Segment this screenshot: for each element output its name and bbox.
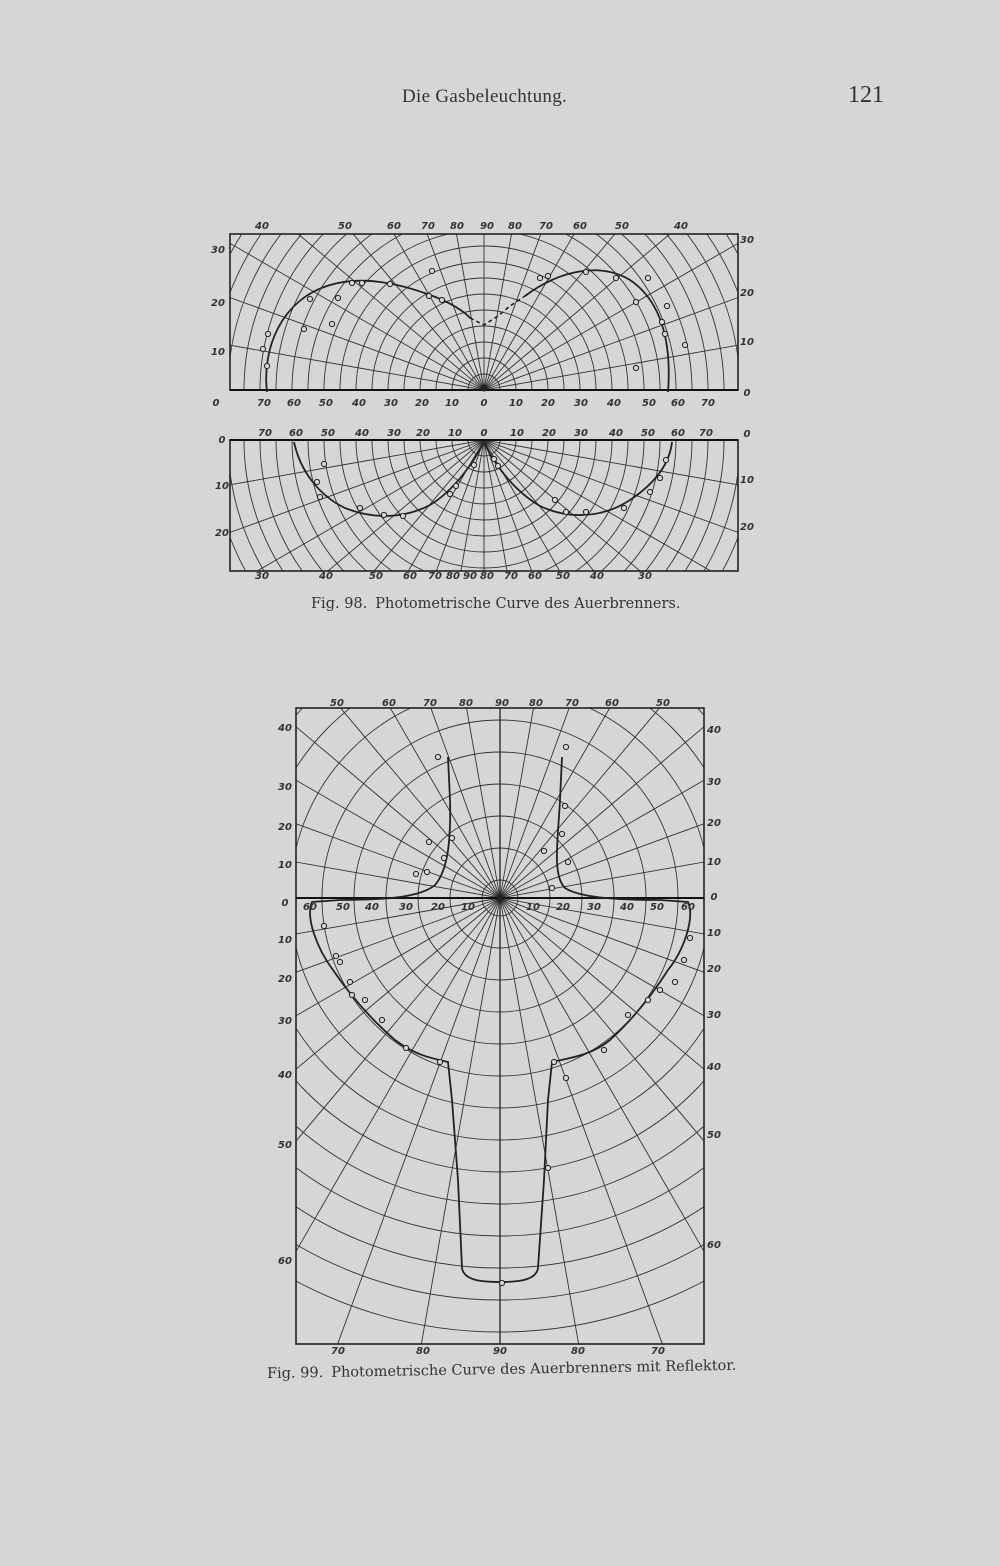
fig99-left-tick: 20	[278, 822, 292, 833]
fig99-right-tick: 20	[707, 964, 721, 975]
fig99-point	[424, 869, 429, 874]
fig98-upper-bottom-label: 10	[445, 398, 459, 409]
fig98-lower-top-label: 40	[355, 428, 369, 439]
fig99-point	[403, 1045, 408, 1050]
fig99-top-label: 70	[565, 698, 579, 709]
fig98-lower-top-label: 70	[258, 428, 272, 439]
fig98-lower-bottom-label: 50	[556, 571, 570, 582]
fig99-point	[362, 997, 367, 1002]
fig99-ray	[0, 209, 500, 898]
fig98-lower-top-label: 50	[321, 428, 335, 439]
fig99-ray	[0, 898, 500, 1054]
fig99-horizontal-label: 50	[650, 902, 664, 913]
fig99-ray	[500, 319, 1000, 898]
fig98-lower-bottom-label: 30	[638, 571, 652, 582]
fig98-lower-top-label: 10	[510, 428, 524, 439]
fig98-upper-bottom-label: 50	[319, 398, 333, 409]
fig99-point	[687, 935, 692, 940]
fig98-lower-left-tick: 10	[215, 481, 229, 492]
fig98-upper-bottom-label: 40	[607, 398, 621, 409]
fig99-ray	[500, 742, 1000, 898]
fig99-ray	[344, 12, 500, 898]
fig98-upper-top-label: 80	[450, 221, 464, 232]
figure-98-caption-text: Photometrische Curve des Auerbrenners.	[375, 596, 681, 612]
fig98-upper-left-tick: 20	[211, 298, 225, 309]
fig98-lower-bottom-label: 40	[590, 571, 604, 582]
fig99-ray	[500, 119, 950, 898]
fig99-ray	[500, 898, 1000, 1348]
fig99-left-tick: 50	[278, 1140, 292, 1151]
fig99-horizontal-label: 50	[336, 902, 350, 913]
fig99-ray	[0, 742, 500, 898]
fig98-lower-top-label: 20	[416, 428, 430, 439]
fig98-lower-left-tick: 0	[218, 435, 226, 446]
fig98-lower-left-tick: 20	[215, 528, 229, 539]
fig99-bottom-label: 90	[493, 1346, 507, 1357]
fig98-lower-top-label: 50	[641, 428, 655, 439]
fig99-point	[563, 1075, 568, 1080]
fig99-point	[549, 885, 554, 890]
fig98-upper-bottom-label: 60	[671, 398, 685, 409]
fig98-upper-bottom-label: 60	[287, 398, 301, 409]
page-number: 121	[848, 82, 884, 108]
fig99-ray	[0, 898, 500, 1477]
fig99-horizontal-label: 30	[399, 902, 413, 913]
fig99-ray	[500, 209, 1000, 898]
fig98-lower-bottom-label: 80	[446, 571, 460, 582]
fig99-point	[559, 831, 564, 836]
fig99-point	[349, 992, 354, 997]
fig99-point	[333, 953, 338, 958]
fig99-right-tick: 40	[707, 1062, 721, 1073]
fig99-ray	[0, 448, 500, 898]
fig98-upper-top-label: 50	[615, 221, 629, 232]
fig98-lower-bottom-label: 90	[463, 571, 477, 582]
fig99-ray	[500, 898, 1000, 1206]
fig99-ray	[50, 898, 500, 1566]
fig99-bottom-label: 70	[651, 1346, 665, 1357]
fig98-upper-bottom-label: 0	[480, 398, 488, 409]
fig98-lower-top-label: 0	[480, 428, 488, 439]
fig99-right-tick: 30	[707, 1010, 721, 1021]
fig99-horizontal-label: 10	[461, 902, 475, 913]
fig99-point	[499, 1280, 504, 1285]
fig98-lower-bottom-label: 70	[428, 571, 442, 582]
fig99-point	[672, 979, 677, 984]
fig98-upper-right-tick: 10	[740, 337, 754, 348]
fig98-upper-top-label: 80	[508, 221, 522, 232]
fig99-horizontal-label: 40	[620, 902, 634, 913]
fig98-upper-bottom-label: 40	[352, 398, 366, 409]
fig99-point	[441, 855, 446, 860]
fig98-lower-bottom-label: 60	[403, 571, 417, 582]
fig99-left-tick: 30	[278, 1016, 292, 1027]
fig99-left-tick: 20	[278, 974, 292, 985]
fig99-point	[563, 744, 568, 749]
fig98-lower-top-label: 20	[542, 428, 556, 439]
fig99-left-tick: 60	[278, 1256, 292, 1267]
fig98-lower-top-label: 60	[289, 428, 303, 439]
fig99-point	[645, 997, 650, 1002]
fig99-left-tick: 30	[278, 782, 292, 793]
fig99-point	[565, 859, 570, 864]
fig99-right-tick: 30	[707, 777, 721, 788]
fig99-top-label: 50	[656, 698, 670, 709]
fig98-lower-right-tick: 10	[740, 475, 754, 486]
fig98-upper-bottom-label: 20	[541, 398, 555, 409]
fig98-upper-right-tick: 30	[740, 235, 754, 246]
fig99-top-label: 50	[330, 698, 344, 709]
fig98-upper-right-tick: 0	[743, 388, 751, 399]
fig99-right-tick: 50	[707, 1130, 721, 1141]
fig99-ray	[0, 590, 500, 898]
fig99-point	[657, 987, 662, 992]
fig98-upper-top-label: 60	[573, 221, 587, 232]
fig99-left-tick: 10	[278, 935, 292, 946]
fig99-left-tick: 40	[278, 1070, 292, 1081]
fig98-lower-top-label: 30	[387, 428, 401, 439]
fig99-left-tick: 40	[278, 723, 292, 734]
fig99-horizontal-label: 20	[556, 902, 570, 913]
fig98-lower-right-tick: 0	[743, 429, 751, 440]
fig98-lower-right-tick: 20	[740, 522, 754, 533]
fig98-upper-top-label: 90	[480, 221, 494, 232]
fig99-right-tick: 0	[710, 892, 718, 903]
fig98-lower-top-label: 30	[574, 428, 588, 439]
fig99-right-tick: 60	[707, 1240, 721, 1251]
fig99-right-tick: 10	[707, 928, 721, 939]
fig98-upper-left-tick: 10	[211, 347, 225, 358]
fig99-ray	[500, 590, 1000, 898]
figure-99-label: Fig. 99.	[266, 1365, 324, 1382]
fig99-point	[437, 1059, 442, 1064]
fig98-lower-bottom-label: 70	[504, 571, 518, 582]
fig98-upper-left-tick: 0	[212, 398, 220, 409]
fig99-ray	[500, 12, 656, 898]
fig99-ray	[192, 898, 500, 1566]
fig98-upper-bottom-label: 70	[701, 398, 715, 409]
fig98-lower-top-label: 70	[699, 428, 713, 439]
fig99-point	[541, 848, 546, 853]
fig98-upper-top-label: 60	[387, 221, 401, 232]
fig99-ray	[500, 448, 1000, 898]
fig99-ray	[500, 898, 1000, 1054]
fig98-lower-bottom-label: 80	[480, 571, 494, 582]
fig98-lower-bottom-label: 30	[255, 571, 269, 582]
fig99-horizontal-label: 40	[365, 902, 379, 913]
fig99-ray	[50, 119, 500, 898]
fig99-point	[426, 839, 431, 844]
fig99-ray	[0, 898, 500, 1348]
fig99-top-label: 70	[423, 698, 437, 709]
fig99-top-label: 90	[495, 698, 509, 709]
fig99-right-tick: 10	[707, 857, 721, 868]
fig99-ray	[0, 898, 500, 1206]
fig98-lower-bottom-label: 60	[528, 571, 542, 582]
fig99-point	[347, 979, 352, 984]
fig99-ray	[0, 319, 500, 898]
fig99-horizontal-label: 60	[303, 902, 317, 913]
fig99-ray	[500, 898, 950, 1566]
fig99-top-label: 80	[459, 698, 473, 709]
fig99-point	[449, 835, 454, 840]
fig99-right-tick: 40	[707, 725, 721, 736]
fig98-upper-bottom-label: 50	[642, 398, 656, 409]
fig99-left-tick: 10	[278, 860, 292, 871]
fig98-upper-top-label: 50	[338, 221, 352, 232]
fig98-upper-left-tick: 30	[211, 245, 225, 256]
fig99-point	[413, 871, 418, 876]
fig98-upper-top-label: 70	[421, 221, 435, 232]
fig98-upper-top-label: 40	[255, 221, 269, 232]
fig99-point	[562, 803, 567, 808]
fig98-lower-top-label: 10	[448, 428, 462, 439]
fig98-lower-bottom-label: 40	[319, 571, 333, 582]
fig99-point	[435, 754, 440, 759]
fig98-lower-bottom-label: 50	[369, 571, 383, 582]
fig99-point	[545, 1165, 550, 1170]
fig99-top-label: 60	[382, 698, 396, 709]
fig99-bottom-label: 80	[416, 1346, 430, 1357]
fig99-right-tick: 20	[707, 818, 721, 829]
fig99-horizontal-label: 60	[681, 902, 695, 913]
fig98-upper-top-label: 70	[539, 221, 553, 232]
fig99-ray	[0, 898, 500, 1566]
fig99-origin	[497, 895, 504, 902]
fig98-lower-top-label: 40	[609, 428, 623, 439]
fig98-upper-bottom-label: 30	[574, 398, 588, 409]
fig99-horizontal-label: 20	[431, 902, 445, 913]
fig99-bottom-label: 80	[571, 1346, 585, 1357]
fig99-bottom-label: 70	[331, 1346, 345, 1357]
fig99-left-tick: 0	[281, 898, 289, 909]
fig98-lower-top-label: 60	[671, 428, 685, 439]
running-title: Die Gasbeleuchtung.	[402, 86, 568, 107]
fig99-horizontal-label: 30	[587, 902, 601, 913]
fig99-point	[625, 1012, 630, 1017]
fig98-upper-bottom-label: 20	[415, 398, 429, 409]
fig98-upper-right-tick: 20	[740, 288, 754, 299]
fig99-point	[379, 1017, 384, 1022]
fig99-ray	[500, 52, 808, 898]
fig99-ray	[500, 898, 808, 1566]
fig99-point	[681, 957, 686, 962]
figure-98-label: Fig. 98.	[311, 596, 368, 612]
fig99-ray	[500, 898, 656, 1566]
fig98-upper-bottom-label: 70	[257, 398, 271, 409]
fig98-upper-bottom-label: 30	[384, 398, 398, 409]
fig99-ray	[500, 898, 1000, 1566]
fig99-ray	[500, 898, 1000, 1477]
figure-99-caption-text: Photometrische Curve des Auerbrenners mit Reflektor.	[331, 1357, 737, 1381]
fig99-point	[601, 1047, 606, 1052]
fig99-point	[551, 1059, 556, 1064]
fig98-upper-bottom-label: 10	[509, 398, 523, 409]
fig98-upper-top-label: 40	[674, 221, 688, 232]
fig99-point	[321, 923, 326, 928]
fig99-top-label: 60	[605, 698, 619, 709]
fig99-point	[337, 959, 342, 964]
fig99-horizontal-label: 10	[526, 902, 540, 913]
fig99-top-label: 80	[529, 698, 543, 709]
fig99-ray	[192, 52, 500, 898]
